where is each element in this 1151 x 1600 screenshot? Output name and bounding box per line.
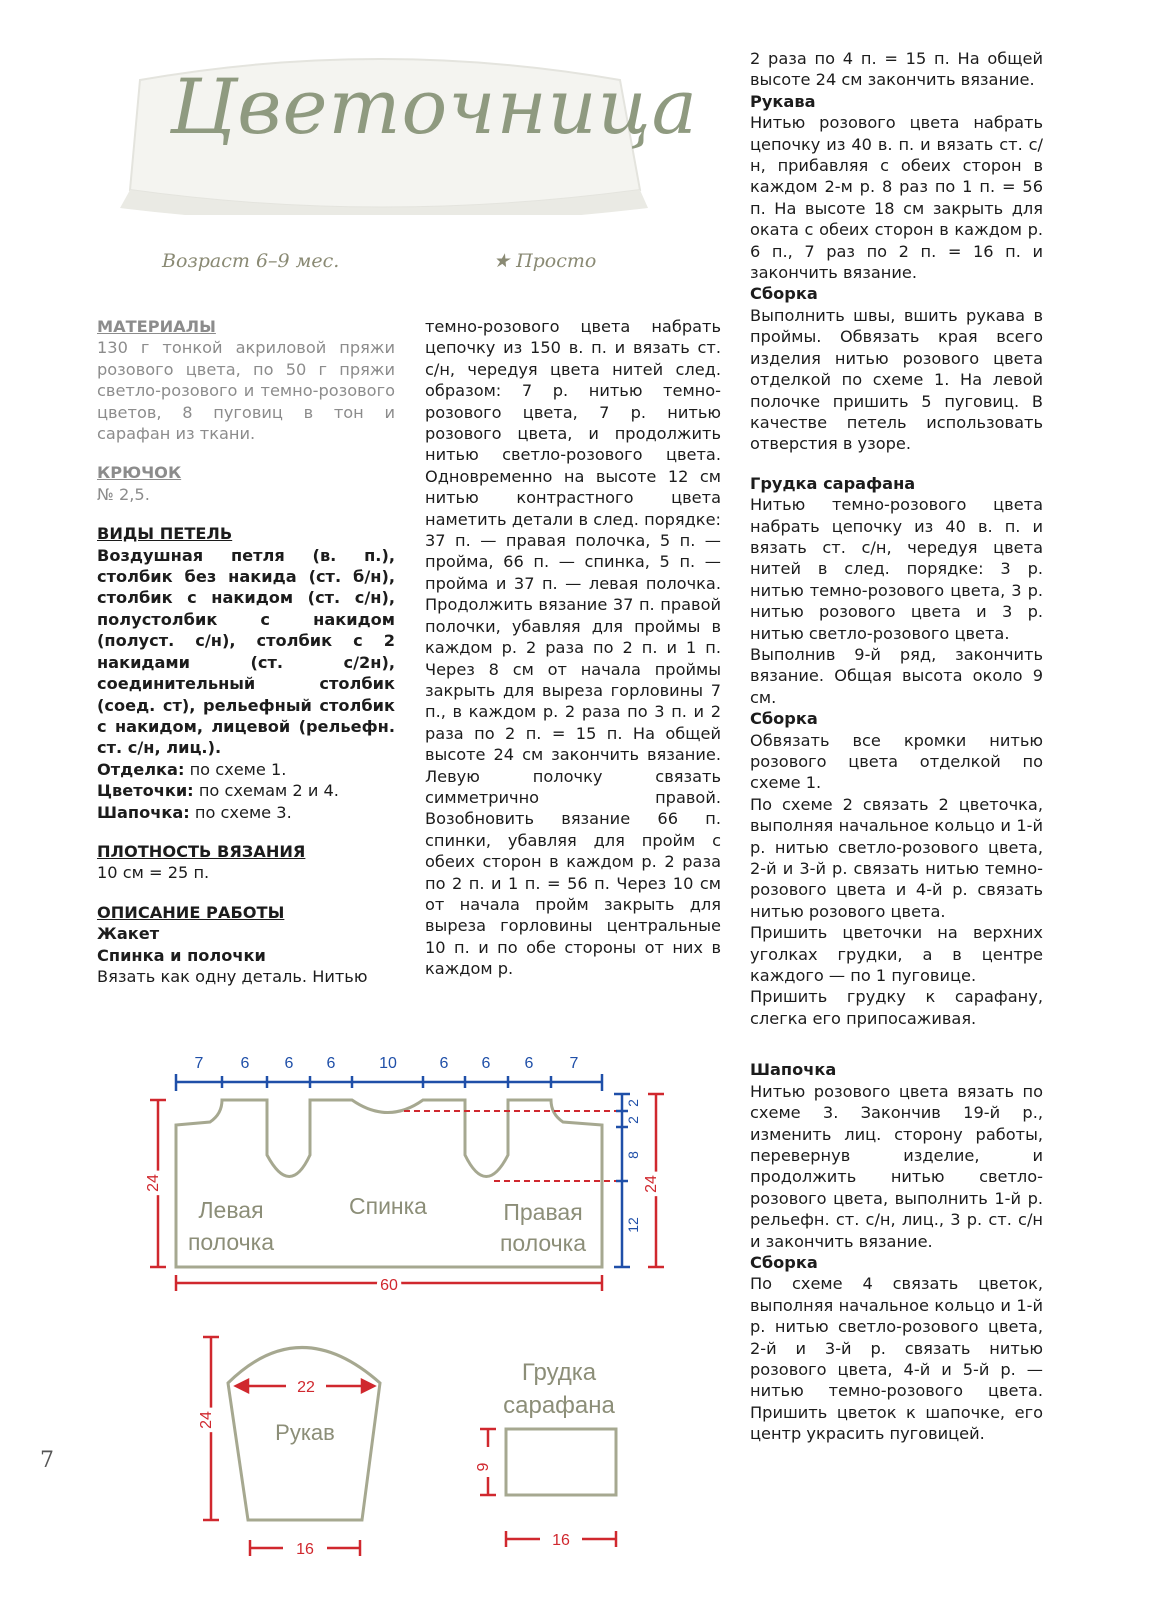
bib-text-2: Выполнив 9-й ряд, закончить вязание. Общая высота около 9 см. bbox=[750, 644, 1043, 707]
body-height-left: 24 bbox=[145, 1174, 162, 1192]
assembly3-text: По схеме 4 связать цветок, выполняя начальное кольцо и 1-й р. нитью светло-розового цвета, 2-й и 3-й р. связать нитью розового цвета, 4-й и 5-й р. — нитью темно-розового цвета. Пришить цветок к шапочке, его центр украсить пуговицей. bbox=[750, 1274, 1043, 1444]
dim-top-4: 6 bbox=[326, 1055, 336, 1072]
hat-label: Шапочка: bbox=[97, 802, 190, 822]
assembly2-text: Обвязать все кромки нитью розового цвета отделкой по схеме 1. bbox=[750, 730, 1043, 793]
dim-right-2: 2 bbox=[625, 1116, 641, 1124]
bib-heading: Грудка сарафана bbox=[750, 473, 916, 493]
right-front-label-2: полочка bbox=[499, 1230, 587, 1256]
back-text: Вязать как одну деталь. Нитью bbox=[97, 966, 368, 986]
hat-text: по схеме 3. bbox=[189, 802, 292, 822]
hat-text: Нитью розового цвета вязать по схеме 3. Закончив 19-й р., изменить лиц. сторону работы, перевернув изделие, и продолжить нитью светло-розового цвета, выполнить 1-й р. рельефн. ст. с/н, лиц., 3 р. ст. с/н и закончить вязание. bbox=[750, 1081, 1043, 1251]
flowers-text: по схемам 2 и 4. bbox=[193, 781, 339, 801]
assembly2-text-3: Пришить цветочки на верхних уголках грудки, а в центре каждого — по 1 пуговице. bbox=[750, 923, 1043, 986]
right-front-label: Правая bbox=[503, 1199, 583, 1225]
bib-label: Грудка bbox=[521, 1359, 597, 1386]
top-dimension-line bbox=[176, 1074, 602, 1091]
finish-text: по схеме 1. bbox=[184, 759, 287, 779]
dim-top-1: 7 bbox=[194, 1055, 204, 1072]
dim-top-5: 10 bbox=[379, 1055, 397, 1072]
sleeve-height-label: 24 bbox=[198, 1411, 215, 1429]
back-heading: Спинка и полочки bbox=[97, 945, 266, 965]
intro-text: 2 раза по 4 п. = 15 п. На общей высоте 24 см закончить вязание. bbox=[750, 49, 1043, 90]
materials-text: 130 г тонкой акриловой пряжи розового цвета, по 50 г пряжи светло-розового и темно-розового цветов, 8 пуговиц в тон и сарафан из ткани. bbox=[97, 338, 395, 444]
assembly-text: Выполнить швы, вшить рукава в проймы. Обвязать края всего изделия нитью розового цвета отделкой по схеме 1. На левой полочке пришить 5 пуговиц. В качестве петель использовать отверстия в узоре. bbox=[750, 305, 1043, 454]
body-text: темно-розового цвета набрать цепочку из 150 в. п. и вязать ст. с/н, чередуя цвета нитей след. образом: 7 р. нитью темно-розового цвета, 7 р. нитью розового цвета, и продолжить нитью светло-розового цвета. Одновременно на высоте 12 см нитью контрастного цвета наметить детали в след. порядке: 37 п. — правая полочка, 5 п. — пройма, 66 п. — спинка, 5 п. — пройма и 37 п. — левая полочка. Продолжить вязание 37 п. правой полочки, убавляя для проймы в каждом р. 2 раза по 2 п. и 1 п. Через 8 см от начала проймы закрыть для выреза горловины 7 п., в каждом р. 2 раза по 3 п. и 2 раза по 2 п. = 15 п. На общей высоте 24 см закончить вязание. Левую полочку связать симметрично правой. Возобновить вязание 66 п. спинки, убавляя для пройм с обеих сторон в каждом р. 2 раза по 2 п. и 1 п. = 56 п. Через 10 см от начала пройм закрыть для выреза горловины центральные 10 п. и по обе стороны от них в каждом р. bbox=[425, 317, 721, 979]
sleeve-width-label: 22 bbox=[297, 1379, 315, 1396]
assembly2-heading: Сборка bbox=[750, 709, 818, 729]
page-title: Цветочница bbox=[170, 62, 698, 151]
left-front-label-2: полочка bbox=[187, 1229, 275, 1255]
bib-text: Нитью темно-розового цвета набрать цепочку из 40 в. п. и вязать ст. с/н, чередуя цвета нитей в след. порядке: 3 р. нитью темно-розового цвета, 3 р. нитью розового цвета и 3 р. нитью светло-розового цвета. bbox=[750, 495, 1043, 643]
hat-heading: Шапочка bbox=[750, 1060, 837, 1080]
density-text: 10 см = 25 п. bbox=[97, 863, 210, 883]
dim-top-9: 7 bbox=[569, 1055, 579, 1072]
dim-right-1: 2 bbox=[625, 1099, 641, 1107]
flowers-label: Цветочки: bbox=[97, 781, 194, 801]
jacket-heading: Жакет bbox=[97, 924, 160, 944]
difficulty-label: ★ Просто bbox=[493, 250, 597, 272]
dim-top-2: 6 bbox=[240, 1055, 250, 1072]
body-width-label: 60 bbox=[380, 1277, 398, 1294]
assembly-heading: Сборка bbox=[750, 284, 818, 304]
age-label: Возраст 6–9 мес. bbox=[162, 250, 340, 272]
dim-right-4: 12 bbox=[625, 1217, 641, 1233]
back-label: Спинка bbox=[349, 1193, 427, 1219]
hook-text: № 2,5. bbox=[97, 484, 150, 504]
bib-height-label: 9 bbox=[475, 1462, 492, 1472]
assembly2-text-2: По схеме 2 связать 2 цветочка, выполняя начальное кольцо и 1-й р. нитью светло-розового цвета, 2-й и 3-й р. связать нитью темно-розового цвета и 4-й р. связать нитью розового цвета. bbox=[750, 794, 1043, 921]
bib-outline bbox=[506, 1429, 616, 1495]
sleeve-bottom-label: 16 bbox=[296, 1541, 314, 1558]
density-heading: ПЛОТНОСТЬ ВЯЗАНИЯ bbox=[97, 841, 306, 861]
finish-label: Отделка: bbox=[97, 759, 185, 779]
sleeves-text: Нитью розового цвета набрать цепочку из 40 в. п. и вязать ст. с/н, прибавляя с обеих сторон в каждом 2-м р. 8 раз по 1 п. = 56 п. На высоте 18 см закрыть для оката с обеих сторон в каждом р. 6 п., 7 раз по 2 п. = 16 п. и закончить вязание. bbox=[750, 113, 1043, 283]
stitches-heading: ВИДЫ ПЕТЕЛЬ bbox=[97, 524, 233, 544]
hook-heading: КРЮЧОК bbox=[97, 463, 182, 483]
page-number: 7 bbox=[40, 1448, 54, 1473]
sleeve-label: Рукав bbox=[275, 1420, 335, 1445]
stitches-text: Воздушная петля (в. п.), столбик без накида (ст. б/н), столбик с накидом (ст. с/н), полустолбик с накидом (полуст. с/н), столбик с 2 накидами (ст. с/2н), соединительный столбик (соед. ст), рельефный столбик с накидом, лицевой (рельефн. ст. с/н, лиц.). bbox=[97, 545, 395, 758]
assembly3-heading: Сборка bbox=[750, 1252, 818, 1272]
dim-top-7: 6 bbox=[481, 1055, 491, 1072]
bib-label-2: сарафана bbox=[503, 1392, 615, 1419]
sleeves-heading: Рукава bbox=[750, 91, 816, 111]
assembly2-text-4: Пришить грудку к сарафану, слегка его припосаживая. bbox=[750, 987, 1043, 1028]
dim-right-3: 8 bbox=[625, 1151, 641, 1159]
body-height-right: 24 bbox=[643, 1175, 660, 1193]
work-heading: ОПИСАНИЕ РАБОТЫ bbox=[97, 902, 285, 922]
dim-top-6: 6 bbox=[439, 1055, 449, 1072]
bib-width-label: 16 bbox=[552, 1532, 570, 1549]
dim-top-8: 6 bbox=[524, 1055, 534, 1072]
left-front-label: Левая bbox=[198, 1197, 264, 1223]
materials-heading: МАТЕРИАЛЫ bbox=[97, 317, 216, 336]
dim-top-3: 6 bbox=[284, 1055, 294, 1072]
